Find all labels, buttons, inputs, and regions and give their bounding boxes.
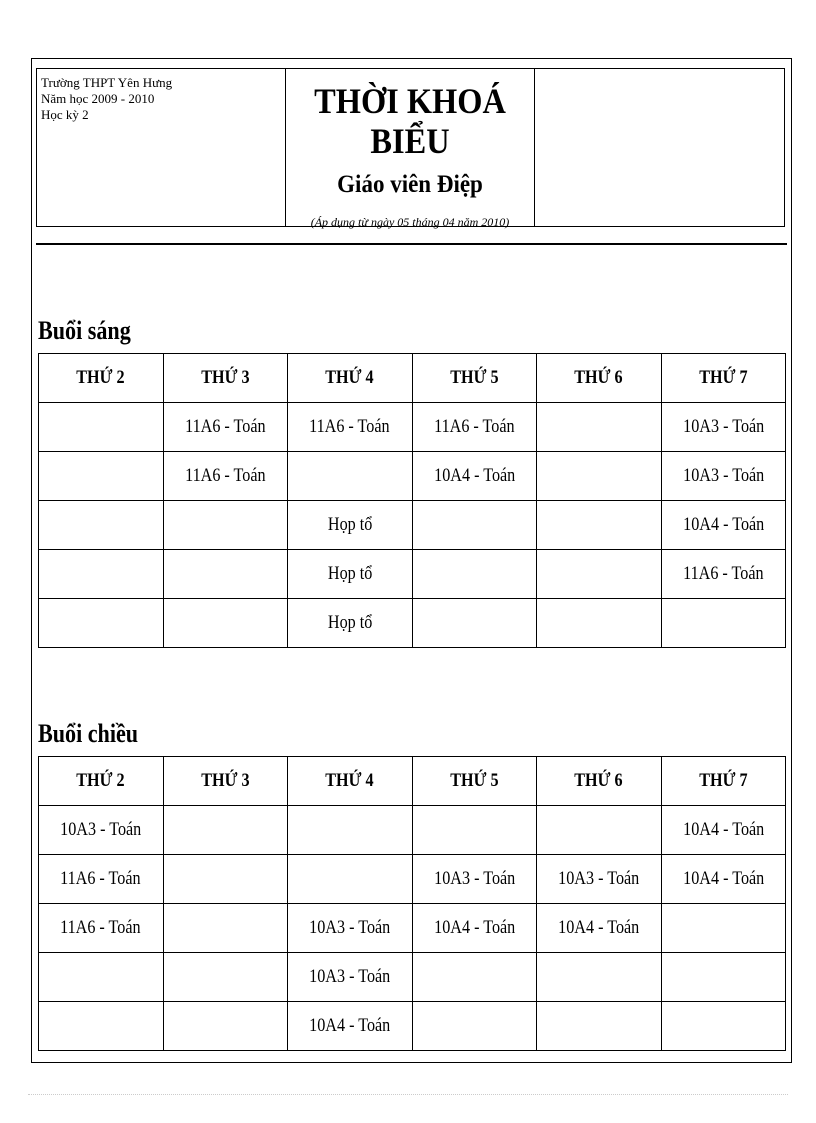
period-row (39, 1002, 786, 1051)
period-cell (537, 501, 662, 550)
day-label: THỨ 6 (574, 367, 623, 388)
period-row (39, 904, 786, 953)
day-header (39, 757, 164, 806)
class-subject: 10A4 - Toán (433, 465, 515, 486)
period-cell (537, 953, 662, 1002)
class-subject: 10A3 - Toán (309, 966, 391, 987)
class-subject: 10A3 - Toán (433, 868, 515, 889)
day-label: THỨ 3 (201, 367, 250, 388)
period-row (39, 550, 786, 599)
period-row (39, 953, 786, 1002)
period-cell (39, 550, 164, 599)
day-label: THỨ 6 (574, 770, 623, 791)
header-box (36, 68, 785, 227)
period-cell (537, 550, 662, 599)
class-subject: 11A6 - Toán (60, 868, 142, 889)
period-row (39, 599, 786, 648)
day-label: THỨ 5 (450, 770, 499, 791)
period-cell (163, 599, 288, 648)
period-cell (39, 904, 164, 953)
period-cell (163, 501, 288, 550)
day-label: THỨ 2 (76, 367, 125, 388)
class-subject: Họp tổ (327, 514, 372, 535)
class-subject: 11A6 - Toán (433, 416, 515, 437)
period-cell (163, 403, 288, 452)
period-cell (661, 1002, 786, 1051)
day-label: THỨ 3 (201, 770, 250, 791)
period-cell (661, 501, 786, 550)
school-year: Năm học 2009 - 2010 (41, 91, 155, 106)
day-label: THỨ 5 (450, 367, 499, 388)
period-row (39, 452, 786, 501)
semester: Học kỳ 2 (41, 107, 89, 122)
period-cell (412, 403, 537, 452)
period-row (39, 403, 786, 452)
period-cell (163, 953, 288, 1002)
period-cell (163, 550, 288, 599)
period-cell (661, 403, 786, 452)
period-cell (412, 953, 537, 1002)
class-subject: 11A6 - Toán (184, 416, 266, 437)
period-cell (537, 806, 662, 855)
period-cell (288, 550, 413, 599)
period-cell (288, 403, 413, 452)
class-subject: Họp tổ (327, 563, 372, 584)
period-cell (537, 855, 662, 904)
class-subject: 11A6 - Toán (184, 465, 266, 486)
period-cell (39, 953, 164, 1002)
day-header (39, 354, 164, 403)
period-cell (412, 452, 537, 501)
page-title: THỜI KHOÁ BIỂU (314, 81, 506, 161)
period-cell (661, 599, 786, 648)
period-cell (537, 1002, 662, 1051)
period-cell (39, 855, 164, 904)
day-header (661, 354, 786, 403)
footer-divider (28, 1094, 788, 1095)
period-cell (412, 806, 537, 855)
class-subject: 11A6 - Toán (60, 917, 142, 938)
day-label: THỨ 7 (699, 367, 748, 388)
day-header (412, 354, 537, 403)
class-subject: 10A4 - Toán (433, 917, 515, 938)
period-cell (412, 550, 537, 599)
period-cell (288, 501, 413, 550)
period-cell (163, 855, 288, 904)
day-label: THỨ 2 (76, 770, 125, 791)
day-header (537, 757, 662, 806)
teacher-name: Giáo viên Điệp (337, 171, 483, 198)
period-cell (661, 953, 786, 1002)
class-subject: 11A6 - Toán (682, 563, 764, 584)
class-subject: 10A3 - Toán (558, 868, 640, 889)
period-cell (163, 1002, 288, 1051)
period-cell (661, 904, 786, 953)
period-cell (412, 855, 537, 904)
period-cell (537, 599, 662, 648)
day-label: THỨ 4 (325, 367, 374, 388)
period-cell (288, 806, 413, 855)
day-header (537, 354, 662, 403)
header-row (39, 354, 786, 403)
class-subject: 10A4 - Toán (682, 819, 764, 840)
period-cell (412, 1002, 537, 1051)
class-subject: 10A3 - Toán (309, 917, 391, 938)
period-cell (661, 550, 786, 599)
class-subject: 11A6 - Toán (309, 416, 391, 437)
period-cell (288, 904, 413, 953)
period-cell (39, 1002, 164, 1051)
period-cell (661, 452, 786, 501)
period-cell (288, 452, 413, 501)
period-cell (412, 904, 537, 953)
applied-date: (Áp dụng từ ngày 05 tháng 04 năm 2010) (310, 215, 510, 229)
period-cell (537, 452, 662, 501)
class-subject: 10A4 - Toán (309, 1015, 391, 1036)
day-header (661, 757, 786, 806)
day-label: THỨ 7 (699, 770, 748, 791)
period-cell (288, 599, 413, 648)
period-cell (412, 599, 537, 648)
class-subject: 10A4 - Toán (682, 868, 764, 889)
day-header (288, 354, 413, 403)
class-subject: 10A4 - Toán (558, 917, 640, 938)
day-header (163, 354, 288, 403)
school-info (37, 69, 286, 226)
afternoon-section-title: Buổi chiều (38, 719, 139, 748)
morning-timetable (38, 353, 786, 648)
period-cell (288, 1002, 413, 1051)
title-block (286, 69, 535, 229)
period-cell (661, 855, 786, 904)
header-empty-cell (535, 69, 784, 226)
period-cell (288, 953, 413, 1002)
day-header (163, 757, 288, 806)
period-cell (537, 904, 662, 953)
period-cell (39, 501, 164, 550)
period-cell (39, 806, 164, 855)
class-subject: Họp tổ (327, 612, 372, 633)
period-cell (163, 904, 288, 953)
class-subject: 10A3 - Toán (682, 416, 764, 437)
header-divider (36, 243, 787, 245)
day-label: THỨ 4 (325, 770, 374, 791)
class-subject: 10A3 - Toán (682, 465, 764, 486)
period-cell (39, 599, 164, 648)
period-cell (163, 452, 288, 501)
class-subject: 10A4 - Toán (682, 514, 764, 535)
day-header (288, 757, 413, 806)
period-cell (39, 403, 164, 452)
period-cell (288, 855, 413, 904)
period-cell (661, 806, 786, 855)
period-row (39, 501, 786, 550)
period-cell (537, 403, 662, 452)
morning-section-title: Buổi sáng (38, 316, 131, 345)
period-cell (39, 452, 164, 501)
period-cell (163, 806, 288, 855)
period-row (39, 855, 786, 904)
header-row (39, 757, 786, 806)
afternoon-timetable (38, 756, 786, 1051)
period-row (39, 806, 786, 855)
class-subject: 10A3 - Toán (60, 819, 142, 840)
period-cell (412, 501, 537, 550)
school-name: Trường THPT Yên Hưng (41, 75, 173, 90)
day-header (412, 757, 537, 806)
